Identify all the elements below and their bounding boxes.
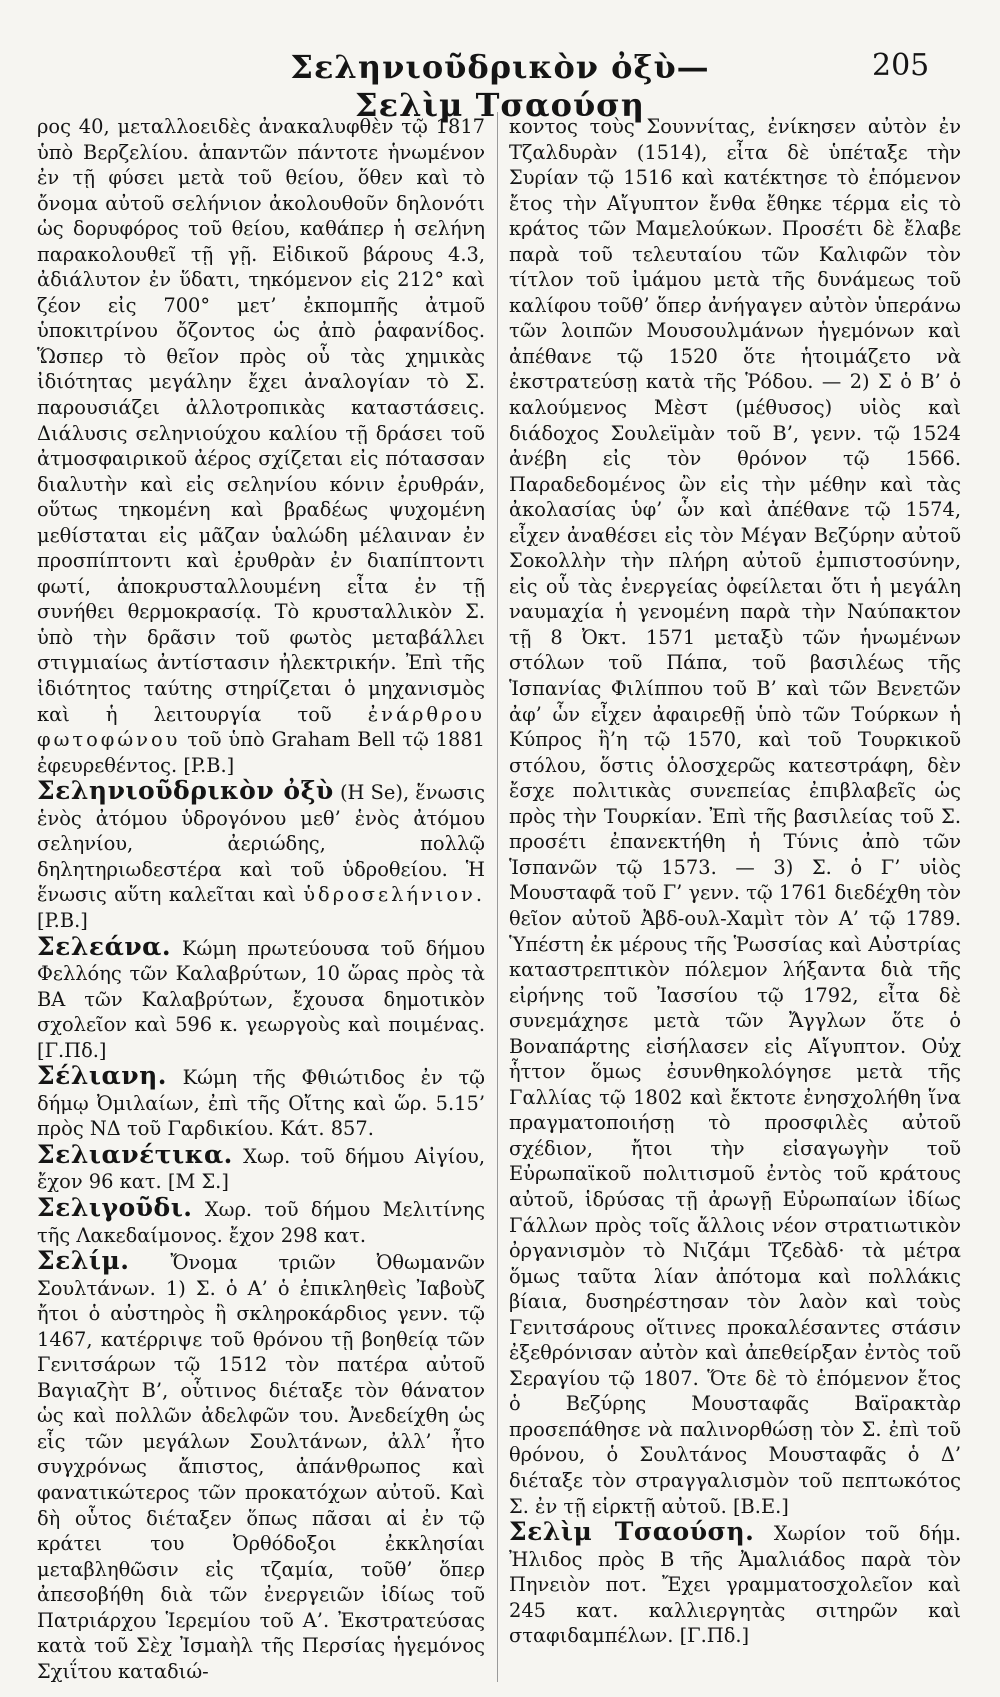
entry-text: Χωρ. τοῦ δήμου Μελιτίνης τῆς Λακεδαίμονος. ἔχον 298 κατ. — [37, 1197, 485, 1247]
selim-entry-continuation — [509, 114, 961, 1519]
right-column — [509, 114, 961, 1649]
spaced-term: ἐνάρθρου φωτοφώνου — [37, 702, 485, 752]
page-header — [0, 46, 1000, 124]
entry-text: (H Se), ἕνωσις ἑνὸς ἀτόμου ὑδρογόνου μεθ’ ἑνὸς ἀτόμου σεληνίου, ἀεριώδης, πολλῷ δηλητηριωδεστέρα καὶ τοῦ ὑδροθείου. Ἡ ἕνωσις αὕτη καλεῖται καὶ — [37, 781, 485, 907]
entry-seligoudi — [37, 1192, 485, 1248]
entry-text: Ὄνομα τριῶν Ὀθωμανῶν Σουλτάνων. 1) Σ. ὁ Α’ ὁ ἐπικληθεὶς Ἰαβοὺζ ἤτοι ὁ αὐστηρὸς ἢ σκληροκάρδιος γενν. τῷ 1467, κατέρριψε τοῦ θρόνου τῇ βοηθείᾳ τῶν Γενιτσάρων τῷ 1512 τὸν πατέρα αὐτοῦ Βαγιαζὴτ Β’, οὗτινος διέταξε τὸν θάνατον ὡς καὶ πολλῶν ἀδελφῶν του. Ἀνεδείχθη ὡς εἷς τῶν μεγάλων Σουλτάνων, ἀλλ’ ἦτο συγχρόνως ἄπιστος, ἀπάνθρωπος καὶ φανατικώτερος τῶν προκατόχων αὐτοῦ. Καὶ δὴ οὗτος διέταξεν ὅπως πᾶσαι αἱ ἐν τῷ κράτει του Ὀρθόδοξοι ἐκκλησίαι μεταβληθῶσιν εἰς τζαμία, τοῦθ’ ὅπερ ἀπεσοβήθη διὰ τῶν ἐνεργειῶν ἰδίως τοῦ Πατριάρχου Ἱερεμίου τοῦ Α’. Ἐκστρατεύσας κατὰ τοῦ Σὲχ Ἰσμαὴλ τῆς Περσίας ἡγεμόνος Σχιΐτου καταδιώ- — [37, 1251, 486, 1683]
entry-text: Κώμη τῆς Φθιώτιδος ἐν τῷ δήμῳ Ὀμιλαίων, ἐπὶ τῆς Οἴτης καὶ ὥρ. 5.15’ πρὸς ΝΔ τοῦ Γαρδικίου. Κάτ. 857. — [37, 1066, 485, 1141]
entry-headword: Σελὶμ Τσαούση. — [509, 1517, 755, 1547]
entry-headword: Σελίμ. — [37, 1246, 130, 1276]
entry-text: Χωρίον τοῦ δήμ. Ἠλιδος πρὸς Β τῆς Ἀμαλιάδος παρὰ τὸν Πηνειὸν ποτ. Ἔχει γραμματοσχολεῖον καὶ 245 κατ. καλλιεργητὰς σιτηρῶν καὶ σταφιδαμπέλων. [Γ.Πδ.] — [509, 1522, 961, 1648]
entry-headword: Σέλιανη. — [37, 1061, 167, 1091]
body-text: κοντος τοὺς Σουννίτας, ἐνίκησεν αὐτὸν ἐν Τζαλδυρὰν (1514), εἶτα δὲ ὑπέταξε τὴν Συρίαν τῷ 1516 καὶ κατέκτησε τὸ ἑπόμενον ἔτος τὴν Αἴγυπτον ἔνθα ἔθηκε τέρμα εἰς τὸ κράτος τῶν Μαμελούκων. Προσέτι δὲ ἔλαβε παρὰ τοῦ τελευταίου τῶν Καλιφῶν τὸν τίτλον τοῦ ἰμάμου μετὰ τῆς δυνάμεως τοῦ καλίφου τοῦθ’ ὅπερ ἀνήγαγεν αὐτὸν ὑπεράνω τῶν λοιπῶν Μουσουλμάνων ἡγεμόνων καὶ ἀπέθανε τῷ 1520 ὅτε ἡτοιμάζετο νὰ ἐκστρατεύσῃ κατὰ τῆς Ῥόδου. — 2) Σ ὁ Β’ ὁ καλούμενος Μὲστ (μέθυσος) υἱὸς καὶ διάδοχος Σουλεϊμὰν τοῦ Β’, γενν. τῷ 1524 ἀνέβη εἰς τὸν θρόνον τῷ 1566. Παραδεδομένος ὢν εἰς τὴν μέθην καὶ τὰς ἀκολασίας ὑφ’ ὧν καὶ ἀπέθανε τῷ 1574, εἶχεν ἀναθέσει εἰς τὸν Μέγαν Βεζύρην αὐτοῦ Σοκολλὴν τὴν πλήρη αὐτοῦ ἐμπιστοσύνην, εἰς οὗ τὰς ἐνεργείας ὀφείλεται ὅτι ἡ μεγάλη ναυμαχία ἡ γενομένη παρὰ τὴν Ναύπακτον τῇ 8 Ὀκτ. 1571 μεταξὺ τῶν ἡνωμένων στόλων τοῦ Πάπα, τοῦ βασιλέως τῆς Ἱσπανίας Φιλίππου τοῦ Β’ καὶ τῶν Βενετῶν ἀφ’ ὧν εἶχεν ἀφαιρεθῇ ὑπὸ τῶν Τούρκων ἡ Κύπρος ἢ’η τῷ 1570, καὶ τοῦ Τουρκικοῦ στόλου, ὅστις ὁλοσχερῶς κατεστράφη, δὲν ἔσχε πολιτικὰς συνεπείας ἐπιβλαβεῖς ὡς πρὸς τὴν Τουρκίαν. Ἐπὶ τῆς βασιλείας τοῦ Σ. προσέτι ἐπανεκτήθη ἡ Τύνις ἀπὸ τῶν Ἱσπανῶν τῷ 1573. — 3) Σ. ὁ Γ’ υἱὸς Μουσταφᾶ τοῦ Γ’ γενν. τῷ 1761 διεδέχθη τὸν θεῖον αὐτοῦ Ἀβδ-ουλ-Χαμὶτ τὸν Α’ τῷ 1789. Ὑπέστη ἐκ μέρους τῆς Ῥωσσίας καὶ Αὐστρίας καταστρεπτικὸν πόλεμον λήξαντα διὰ τῆς εἰρήνης τοῦ Ἰασσίου τῷ 1792, εἶτα δὲ συνεμάχησε μετὰ τῶν Ἄγγλων ὅτε ὁ Βοναπάρτης εἰσήλασεν εἰς Αἴγυπτον. Οὐχ ἧττον ὅμως ἐσυνθηκολόγησε μετὰ τῆς Γαλλίας τῷ 1802 καὶ ἔκτοτε ἐνησχολήθη ἵνα πραγματοποιήσῃ τὸ προσφιλὲς αὐτοῦ σχέδιον, ἤτοι τὴν εἰσαγωγὴν τοῦ Εὐρωπαϊκοῦ πολιτισμοῦ ἐντὸς τοῦ κράτους αὐτοῦ, ἱδρύσας τῇ ἀρωγῇ Εὐρωπαίων ἰδίως Γάλλων πρὸς τοῖς ἄλλοις νέον στρατιωτικὸν ὀργανισμὸν τὸ Νιζάμι Τζεδὰδ· τὰ μέτρα ὅμως ταῦτα λίαν ἀπότομα καὶ πολλάκις βίαια, δυσηρέστησαν τὸν λαὸν καὶ τοὺς Γενιτσάρους οἵτινες προκαλέσαντες στάσιν ἐξεθρόνισαν αὐτὸν καὶ ἀπεθείρξαν ἐντὸς τοῦ Σεραγίου τῷ 1807. Ὅτε δὲ τὸ ἑπόμενον ἔτος ὁ Βεζύρης Μουσταφᾶς Βαϊρακτὰρ προσεπάθησε νὰ παλινορθώσῃ τὸν Σ. ἐπὶ τοῦ θρόνου, ὁ Σουλτάνος Μουσταφᾶς ὁ Δ’ διέταξε τὸν στραγγαλισμὸν τοῦ πεπτωκότος Σ. ἐν τῇ εἱρκτῇ αὐτοῦ. [B.E.] — [509, 115, 961, 1518]
entry-text: Κώμη πρωτεύουσα τοῦ δήμου Φελλόης τῶν Καλαβρύτων, 10 ὥρας πρὸς τὰ ΒΑ τῶν Καλαβρύτων, ἔχουσα δημοτικὸν σχολεῖον καὶ 596 κ. γεωργοὺς καὶ ποιμένας. [Γ.Πδ.] — [37, 936, 485, 1062]
body-text: ρος 40, μεταλλοειδὲς ἀνακαλυφθὲν τῷ 1817 ὑπὸ Βερζελίου. ἁπαντῶν πάντοτε ἡνωμένον ἐν τῇ φύσει μετὰ τοῦ θείου, ὅθεν καὶ τὸ ὄνομα αὐτοῦ σελήνιον ἀκολουθοῦν δηλονότι ὡς δορυφόρος τοῦ θείου, καθάπερ ἡ σελήνη παρακολουθεῖ τῇ γῇ. Εἰδικοῦ βάρους 4.3, ἀδιάλυτον ἐν ὕδατι, τηκόμενον εἰς 212° καὶ ζέον εἰς 700° μετ’ ἐκπομπῆς ἀτμοῦ ὑποκιτρίνου ὄζοντος ὡς ἀπὸ ῥαφανίδος. Ὥσπερ τὸ θεῖον πρὸς οὗ τὰς χημικὰς ἰδιότητας μεγάλην ἔχει ἀναλογίαν τὸ Σ. παρουσιάζει ἀλλοτροπικὰς καταστάσεις. Διάλυσις σεληνιούχου καλίου τῇ δράσει τοῦ ἀτμοσφαιρικοῦ ἀέρος σχίζεται εἰς πότασσαν διαλυτὴν καὶ εἰς σεληνίου κόνιν ἐρυθράν, οὕτως τηκομένη καὶ βραδέως ψυχομένη μεθίσταται εἰς μᾶζαν ὑαλώδη μέλαιναν ἐν προσπίπτοντι καὶ ἐρυθρὰν ἐν διαπίπτοντι φωτί, ἀποκρυσταλλουμένη εἶτα ἐν τῇ συνήθει θερμοκρασίᾳ. Τὸ κρυσταλλικὸν Σ. ὑπὸ τὴν δρᾶσιν τοῦ φωτὸς μεταβάλλει στιγμιαίως ἀντίστασιν ἠλεκτρικήν. Ἐπὶ τῆς ἰδιότητος ταύτης στηρίζεται ὁ μηχανισμὸς καὶ ἡ λειτουργία τοῦ — [37, 115, 485, 726]
entry-headword: Σεληνιοῦδρικὸν ὀξὺ — [37, 776, 334, 806]
left-column — [37, 114, 485, 1684]
entry-seleana — [37, 931, 485, 1064]
entry-headword: Σελεάνα. — [37, 931, 172, 961]
entry-selim-tsaousi — [509, 1519, 961, 1649]
entry-text: Χωρ. τοῦ δήμου Αἰγίου, ἔχον 96 κατ. [Μ Σ.] — [37, 1144, 486, 1194]
selenium-entry-continuation — [37, 114, 485, 778]
entry-text: [P.B.] — [37, 908, 88, 932]
spaced-term: ὑδροσελήνιον. — [303, 883, 485, 907]
entry-selianetika — [37, 1139, 486, 1195]
entry-headword: Σελιγοῦδι. — [37, 1192, 193, 1222]
page-number: 205 — [872, 48, 930, 83]
entry-headword: Σελιανέτικα. — [37, 1139, 233, 1169]
entry-seliani — [37, 1063, 485, 1142]
running-head: Σεληνιοῦδρικὸν ὀξὺ—Σελὶμ Τσαούση — [290, 48, 710, 124]
column-divider — [497, 112, 498, 1682]
body-text: τοῦ ὑπὸ Graham Bell τῷ 1881 ἐφευρεθέντος. [P.B.] — [37, 728, 485, 777]
entry-selim — [37, 1248, 485, 1684]
entry-selenious-acid — [37, 778, 485, 933]
